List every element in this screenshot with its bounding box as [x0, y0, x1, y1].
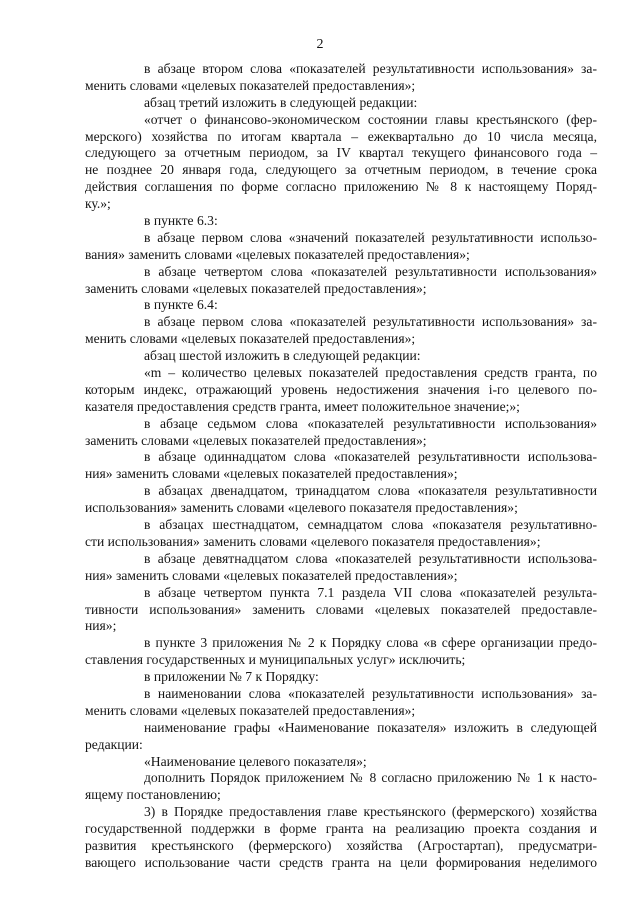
text-line: в абзацах шестнадцатом, семнадцатом слова «показателя результативно- [144, 517, 597, 533]
page-number: 2 [316, 37, 324, 52]
text-line: ния» заменить словами «целевых показателей предоставления»; [85, 466, 458, 482]
text-line: ния»; [85, 618, 117, 634]
text-line: абзац шестой изложить в следующей редакции: [144, 348, 421, 364]
text-line: следующего за отчетным периодом, за IV квартал текущего финансового года – [85, 145, 597, 161]
text-line: в наименовании слова «показателей результативности использования» за- [144, 685, 597, 701]
text-line: мерского) хозяйства по итогам квартала – ежеквартально до 10 числа месяца, [85, 128, 597, 144]
text-line: ку.»; [85, 196, 111, 212]
text-line: «отчет о финансово-экономическом состоянии главы крестьянского (фер- [144, 111, 597, 127]
text-line: ния» заменить словами «целевых показателей предоставления»; [85, 567, 458, 583]
text-line: в пункте 3 приложения № 2 к Порядку слова «в сфере организации предо- [144, 635, 597, 651]
text-line: заменить словами «целевых показателей предоставления»; [85, 432, 427, 448]
text-line: менить словами «целевых показателей предоставления»; [85, 331, 416, 347]
text-line: в приложении № 7 к Порядку: [144, 669, 319, 685]
text-line: наименование графы «Наименование показателя» изложить в следующей [144, 719, 597, 735]
text-line: в абзацах двенадцатом, тринадцатом слова «показателя результативности [144, 483, 597, 499]
text-line: менить словами «целевых показателей предоставления»; [85, 77, 416, 93]
text-line: в абзаце втором слова «показателей результативности использования» за- [144, 61, 597, 76]
text-line: «m – количество целевых показателей предоставления средств гранта, по [144, 365, 597, 381]
text-line: в пункте 6.3: [144, 213, 218, 229]
text-line: заменить словами «целевых показателей предоставления»; [85, 280, 427, 296]
text-line: тивности использования» заменить словами «целевых показателей предоставле- [85, 601, 597, 617]
text-line: казателя предоставления средств гранта, имеет положительное значение;»; [85, 398, 520, 414]
text-line: в абзаце седьмом слова «показателей результативности использования» [144, 415, 597, 431]
text-line: в абзаце первом слова «значений показателей результативности использо- [144, 229, 597, 245]
text-line: в абзаце одиннадцатом слова «показателей результативности использова- [144, 449, 597, 465]
text-line: «Наименование целевого показателя»; [144, 753, 367, 769]
text-line: использования» заменить словами «целевого показателя предоставления»; [85, 500, 518, 516]
text-line: вания» заменить словами «целевых показателей предоставления»; [85, 246, 470, 262]
text-line: абзац третий изложить в следующей редакции: [144, 94, 418, 110]
text-line: не позднее 20 января года, следующего за отчетным периодом, в течение срока [85, 162, 597, 178]
text-line: менить словами «целевых показателей предоставления»; [85, 702, 416, 718]
document-body [85, 61, 597, 872]
text-line: редакции: [85, 736, 143, 752]
text-line: в абзаце первом слова «показателей результативности использования» за- [144, 314, 597, 330]
text-line: действия соглашения по форме согласно приложению № 8 к настоящему Поряд- [85, 179, 597, 195]
text-line: развития крестьянского (фермерского) хозяйства (Агростартап), предусматри- [85, 837, 597, 853]
text-line: государственной поддержки в форме гранта на реализацию проекта создания и [85, 821, 597, 837]
text-line: ставления государственных и муниципальных услуг» исключить; [85, 652, 466, 668]
text-line: которым индекс, отражающий уровень недостижения значения i-го целевого по- [85, 381, 597, 397]
text-line: в абзаце четвертом пункта 7.1 раздела VII слова «показателей результа- [144, 584, 597, 600]
text-line: в абзаце четвертом слова «показателей результативности использования» [144, 263, 597, 279]
text-line: в пункте 6.4: [144, 297, 218, 313]
text-line: ящему постановлению; [85, 787, 221, 803]
text-line: вающего использование части средств гранта на цели формирования неделимого [85, 854, 597, 870]
text-line: сти использования» заменить словами «целевого показателя предоставления»; [85, 533, 541, 549]
text-line: дополнить Порядок приложением № 8 согласно приложению № 1 к насто- [144, 770, 597, 786]
text-line: 3) в Порядке предоставления главе крестьянского (фермерского) хозяйства [144, 804, 597, 820]
text-line: в абзаце девятнадцатом слова «показателей результативности использова- [144, 550, 597, 566]
